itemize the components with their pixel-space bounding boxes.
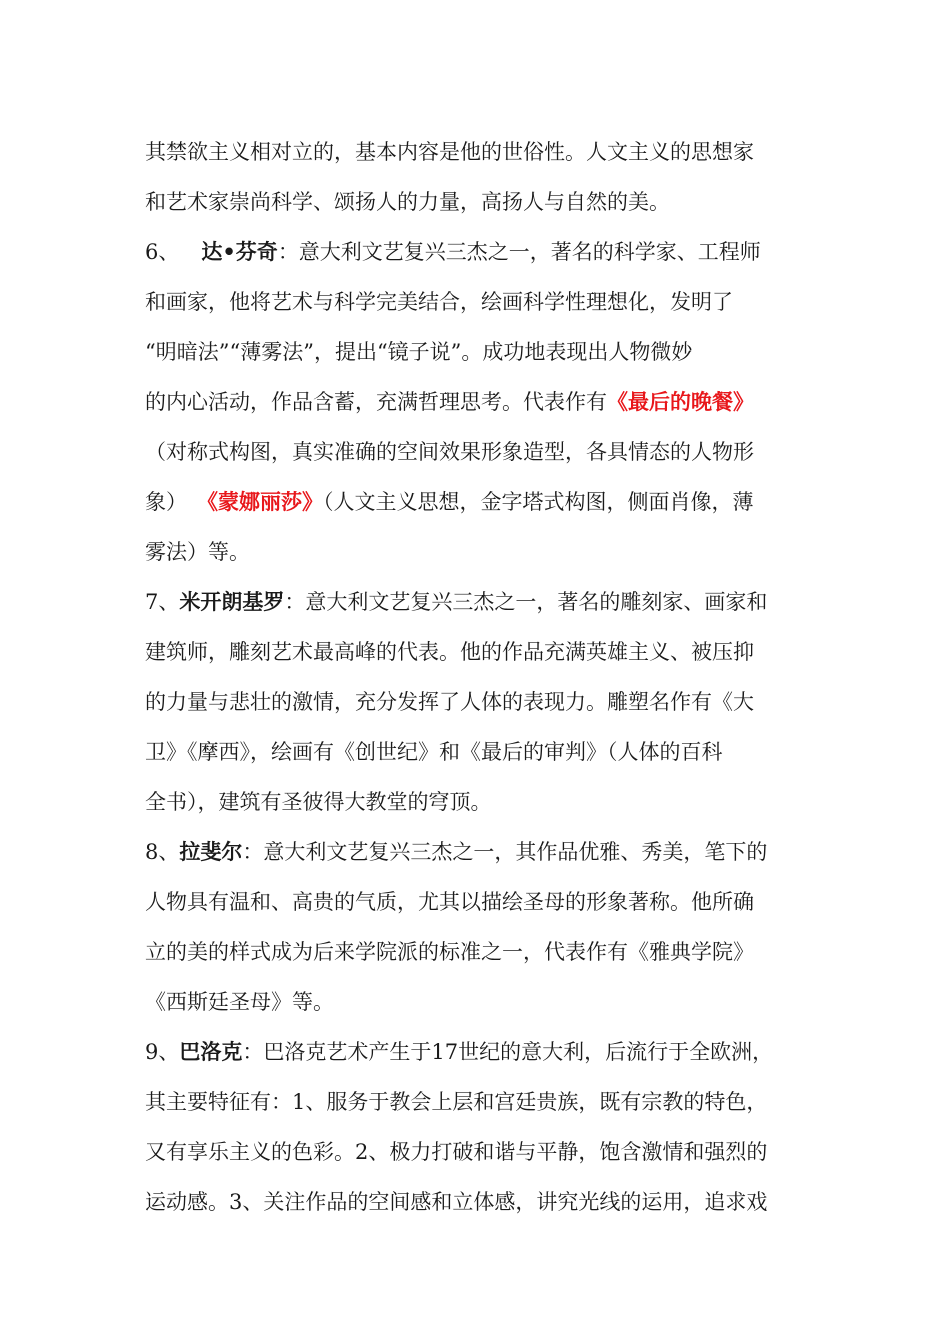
section-number: 6、	[145, 240, 180, 264]
text-line: 其禁欲主义相对立的，基本内容是他的世俗性。人文主义的思想家	[145, 140, 754, 164]
section-title: 拉斐尔	[179, 840, 243, 864]
text-line: 其主要特征有：1、服务于教会上层和宫廷贵族，既有宗教的特色，	[145, 1090, 768, 1114]
artwork-title-highlight: 《蒙娜丽莎》	[197, 490, 323, 514]
section-text: 象）	[145, 490, 187, 514]
text-line: 建筑师，雕刻艺术最高峰的代表。他的作品充满英雄主义、被压抑	[145, 640, 754, 664]
section-title: 巴洛克	[179, 1040, 243, 1064]
text-line: 人物具有温和、高贵的气质，尤其以描绘圣母的形象著称。他所确	[145, 890, 754, 914]
section-text: 的内心活动，作品含蓄，充满哲理思考。代表作有	[145, 390, 607, 414]
section-text: ：巴洛克艺术产生于17世纪的意大利，后流行于全欧洲，	[242, 1040, 774, 1064]
text-line: 立的美的样式成为后来学院派的标准之一，代表作有《雅典学院》	[145, 940, 754, 964]
section-title: 达•芬奇	[201, 240, 278, 264]
text-line: 全书），建筑有圣彼得大教堂的穹顶。	[145, 790, 492, 814]
text-line: 和艺术家崇尚科学、颂扬人的力量，高扬人与自然的美。	[145, 190, 670, 214]
section-text: ：意大利文艺复兴三杰之一，著名的雕刻家、画家和	[284, 590, 768, 614]
section-7-heading-line	[145, 577, 810, 627]
section-text: （人文主义思想，金字塔式构图，侧面肖像，薄	[323, 490, 754, 514]
section-9-heading-line	[145, 1027, 810, 1077]
section-6-heading-line	[145, 227, 810, 277]
text-line: “明暗法”“薄雾法”，提出“镜子说”。成功地表现出人物微妙	[145, 340, 693, 364]
text-line: 又有享乐主义的色彩。2、极力打破和谐与平静，饱含激情和强烈的	[145, 1140, 768, 1164]
text-line: 的力量与悲壮的激情，充分发挥了人体的表现力。雕塑名作有《大	[145, 690, 754, 714]
text-line: 卫》《摩西》，绘画有《创世纪》和《最后的审判》（人体的百科	[145, 740, 723, 764]
text-line: 和画家，他将艺术与科学完美结合，绘画科学性理想化，发明了	[145, 290, 733, 314]
text-line	[145, 377, 810, 427]
text-line: （对称式构图，真实准确的空间效果形象造型，各具情态的人物形	[145, 440, 754, 464]
document-body	[145, 127, 810, 1227]
section-number: 9、	[145, 1040, 180, 1064]
artwork-title-highlight: 《最后的晚餐》	[607, 390, 754, 414]
section-number: 7、	[145, 590, 180, 614]
section-text: ：意大利文艺复兴三杰之一，著名的科学家、工程师	[277, 240, 761, 264]
section-title: 米开朗基罗	[179, 590, 285, 614]
section-text: ：意大利文艺复兴三杰之一，其作品优雅、秀美，笔下的	[242, 840, 768, 864]
text-line: 运动感。3、关注作品的空间感和立体感，讲究光线的运用，追求戏	[145, 1190, 768, 1214]
text-line: 《西斯廷圣母》等。	[145, 990, 334, 1014]
text-line: 雾法）等。	[145, 540, 250, 564]
text-line	[145, 477, 810, 527]
section-8-heading-line	[145, 827, 810, 877]
section-number: 8、	[145, 840, 180, 864]
